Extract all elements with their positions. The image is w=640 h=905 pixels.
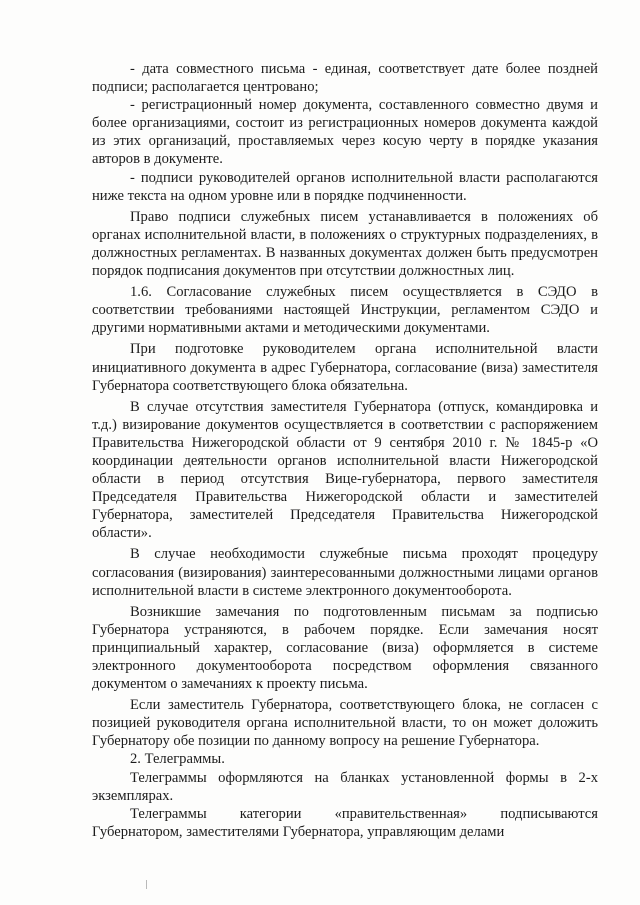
paragraph-necessity-approval: В случае необходимости служебные письма проходят процедуру согласования (визирования) заинтересованными должностными лицами органов исполнительной власти в системе электронного документооборота. — [92, 546, 598, 599]
section-heading-telegrams: 2. Телеграммы. — [130, 751, 225, 768]
paragraph-registration-number: - регистрационный номер документа, составленного совместно двумя и более организациями, состоит из регистрационных номеров документа каждой из этих организаций, проставляемых через косую черту в порядке указания авторов в документе. — [92, 97, 598, 168]
paragraph-signing-right: Право подписи служебных писем устанавливается в положениях об органах исполнительной власти, в положениях о структурных подразделениях, в должностных регламентах. В названных документах должен быть предусмотрен порядок подписания документов при отсутствии должностных лиц. — [92, 208, 598, 280]
paragraph-telegram-forms: Телеграммы оформляются на бланках установленной формы в 2-х экземплярах. — [92, 769, 598, 804]
paragraph-date: - дата совместного письма - единая, соответствует дате более поздней подписи; располагается центровано; — [92, 61, 598, 96]
paragraph-approval-sedo: 1.6. Согласование служебных писем осуществляется в СЭДО в соответствии требованиями настоящей Инструкции, регламентом СЭДО и другими нормативными актами и методическими документами. — [92, 284, 598, 337]
paragraph-remarks: Возникшие замечания по подготовленным письмам за подписью Губернатора устраняются, в рабочем порядке. Если замечания носят принципиальный характер, согласование (виза) оформляется в системе электронного документооборота посредством оформления связанного документом о замечаниях к проекту письма. — [92, 603, 598, 693]
paragraph-deputy-absence: В случае отсутствия заместителя Губернатора (отпуск, командировка и т.д.) визирование документов осуществляется в соответствии с распоряжением Правительства Нижегородской области от 9 сентября 2010 г. № 1845-р «О координации деятельности органов исполнительной власти Нижегородской области в период отсутствия Вице-губернатора, первого заместителя Председателя Правительства Нижегородской области и заместителей Губернатора, заместителей Председателя Правительства Нижегородской области». — [92, 398, 598, 542]
paragraph-telegram-signing: Телеграммы категории «правительственная» подписываются Губернатором, заместителями Губернатора, управляющим делами — [92, 805, 598, 840]
paragraph-signatures: - подписи руководителей органов исполнительной власти располагаются ниже текста на одном уровне или в порядке подчиненности. — [92, 169, 598, 204]
scan-artifact — [146, 880, 147, 889]
document-body — [92, 60, 598, 841]
paragraph-initiative-document: При подготовке руководителем органа исполнительной власти инициативного документа в адрес Губернатора, согласование (виза) заместителя Губернатора соответствующего блока обязательна. — [92, 341, 598, 394]
paragraph-disagreement: Если заместитель Губернатора, соответствующего блока, не согласен с позицией руководителя органа исполнительной власти, то он может доложить Губернатору обе позиции по данному вопросу на решение Губернатора. — [92, 697, 598, 750]
